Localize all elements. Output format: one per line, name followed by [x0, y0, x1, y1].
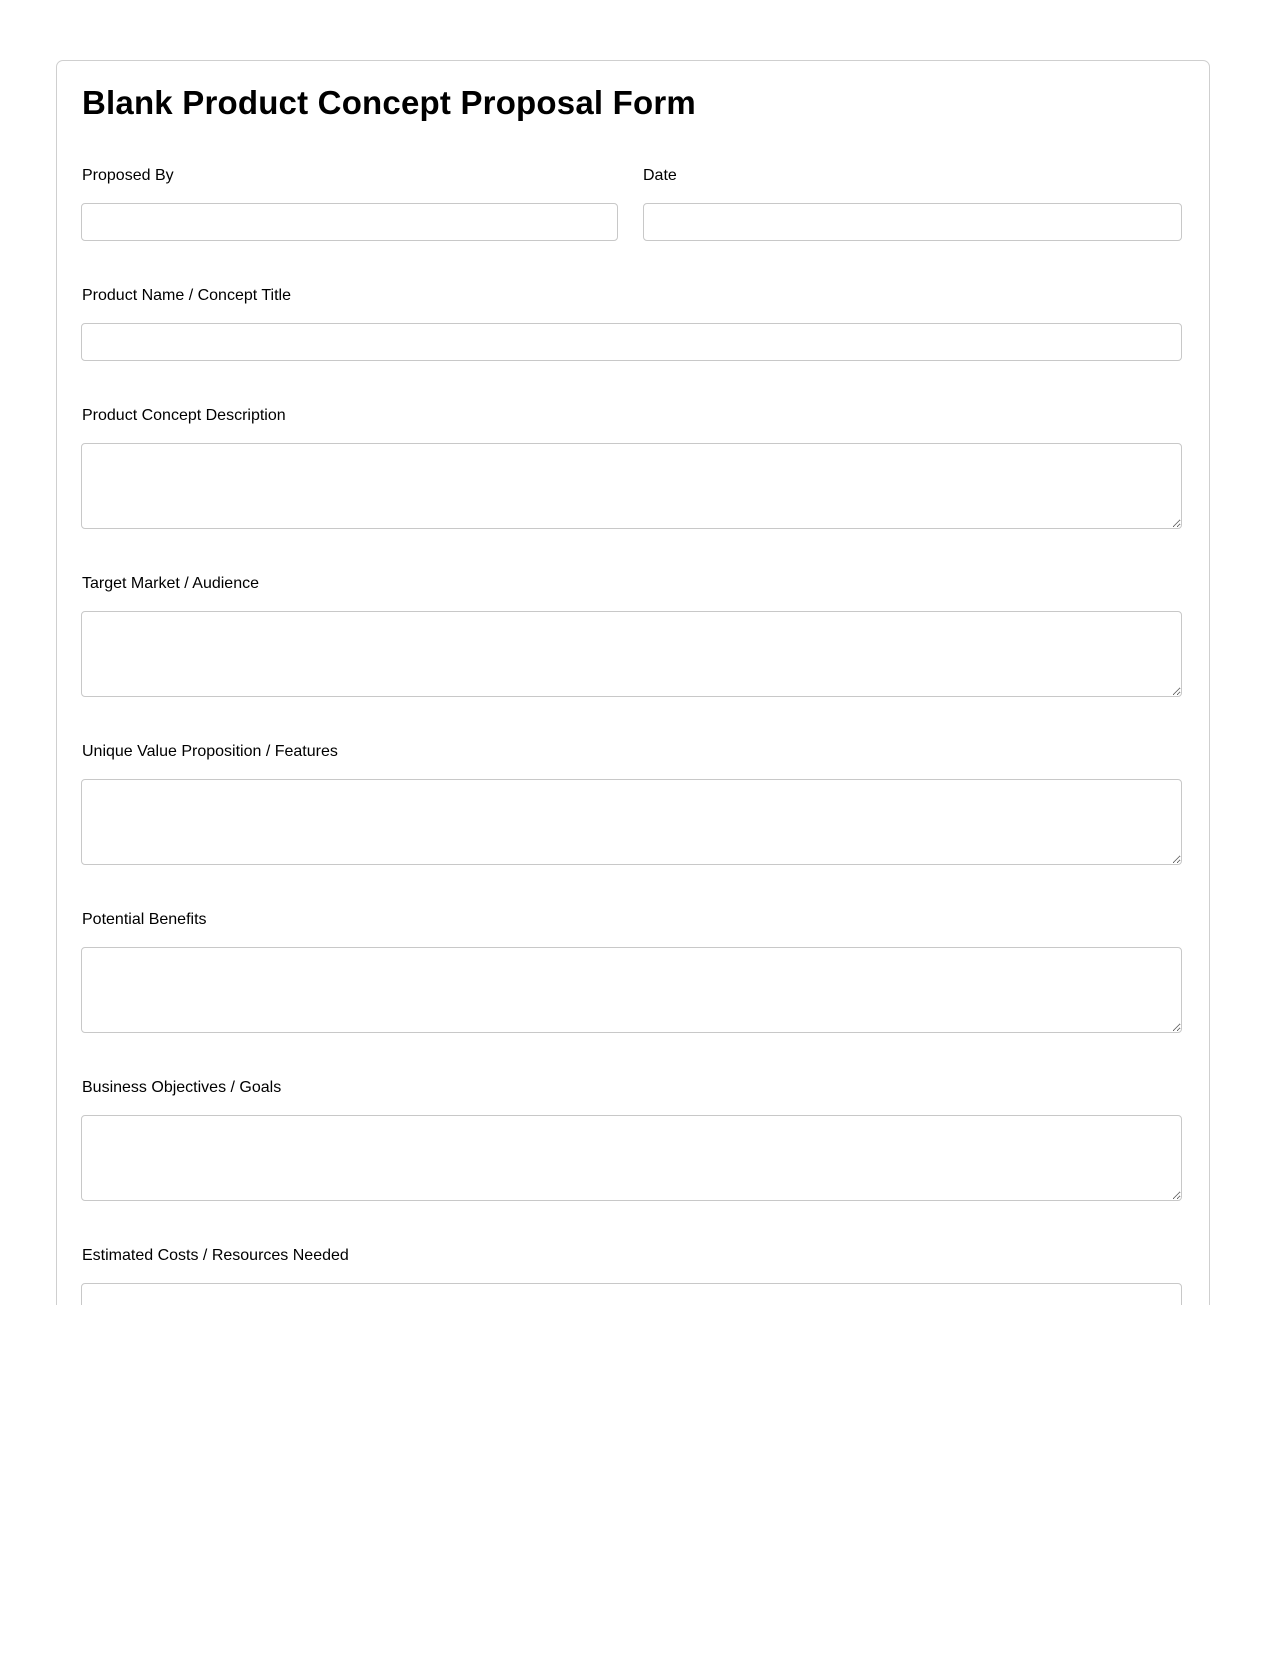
proposed-by-label: Proposed By [82, 167, 174, 184]
estimated-costs-label: Estimated Costs / Resources Needed [82, 1247, 349, 1264]
form-title: Blank Product Concept Proposal Form [82, 84, 696, 121]
potential-benefits-textarea[interactable] [81, 947, 1182, 1033]
date-input[interactable] [643, 203, 1182, 241]
value-proposition-label: Unique Value Proposition / Features [82, 743, 338, 760]
estimated-costs-textarea[interactable] [81, 1283, 1182, 1305]
business-objectives-textarea[interactable] [81, 1115, 1182, 1201]
target-market-label: Target Market / Audience [82, 575, 259, 592]
potential-benefits-label: Potential Benefits [82, 911, 207, 928]
product-name-label: Product Name / Concept Title [82, 287, 291, 304]
form-card [56, 60, 1210, 1305]
concept-description-textarea[interactable] [81, 443, 1182, 529]
date-label: Date [643, 167, 677, 184]
business-objectives-label: Business Objectives / Goals [82, 1079, 282, 1096]
target-market-textarea[interactable] [81, 611, 1182, 697]
product-name-input[interactable] [81, 323, 1182, 361]
proposed-by-input[interactable] [81, 203, 618, 241]
value-proposition-textarea[interactable] [81, 779, 1182, 865]
concept-description-label: Product Concept Description [82, 407, 286, 424]
